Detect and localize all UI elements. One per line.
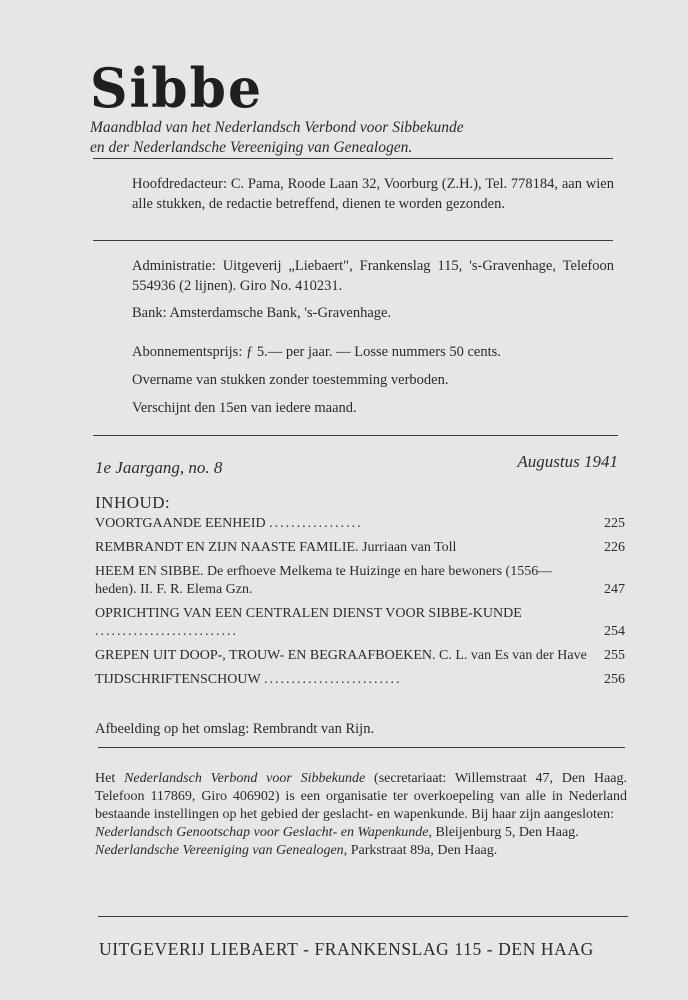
divider-2 bbox=[93, 240, 613, 241]
issue-volume: 1e Jaargang, no. 8 bbox=[95, 458, 223, 477]
toc-entry-author: Jurriaan van Toll bbox=[362, 540, 457, 555]
toc-page-number: 255 bbox=[604, 648, 625, 663]
bank-info: Bank: Amsterdamsche Bank, 's-Gravenhage. bbox=[132, 305, 392, 321]
toc-entry-title: HEEM EN SIBBE. De erfhoeve Melkema te Huizinge en hare bewoners (1556—heden). bbox=[95, 564, 553, 597]
publisher-line: UITGEVERIJ LIEBAERT - FRANKENSLAG 115 - DEN HAAG bbox=[99, 939, 594, 959]
subscription-price: Abonnementsprijs: ƒ 5.— per jaar. — Losse nummers 50 cents. bbox=[132, 344, 501, 360]
divider-3 bbox=[93, 435, 618, 436]
divider-5 bbox=[98, 916, 628, 917]
toc-entry-author: C. L. van Es van der Have bbox=[439, 648, 587, 663]
toc-entry bbox=[95, 647, 625, 665]
toc-entry-title: GREPEN UIT DOOP-, TROUW- EN BEGRAAFBOEKEN. bbox=[95, 648, 436, 663]
organisation-info: Het Nederlandsch Verbond voor Sibbekunde (secretariaat: Willemstraat 47, Den Haag. Telefoon 117869, Giro 406902) is een organisatie ter overkoepeling van alle in Nederland bestaande instellingen op het gebied der geslacht- en wapenkunde. Bij haar zijn aangesloten: Nederlandsch Genootschap voor Geslacht- en Wapenkunde, Bleijenburg 5, Den Haag. Nederlandsche Vereeniging van Genealogen, Parkstraat 89a, Den Haag. bbox=[95, 771, 628, 858]
toc-entry-title: VOORTGAANDE EENHEID bbox=[95, 516, 266, 531]
toc-page-number: 247 bbox=[604, 582, 625, 597]
member-organisation-2: Nederlandsche Vereeniging van Genealogen bbox=[95, 843, 344, 858]
divider-1 bbox=[93, 158, 613, 159]
editor-info: Hoofdredacteur: C. Pama, Roode Laan 32, Voorburg (Z.H.), Tel. 778184, aan wien alle stukken, de redactie betreffend, dienen te worden gezonden. bbox=[132, 176, 614, 212]
subtitle bbox=[90, 118, 630, 158]
toc-page-number: 225 bbox=[604, 516, 625, 531]
toc-entry-title: REMBRANDT EN ZIJN NAASTE FAMILIE. bbox=[95, 540, 359, 555]
toc-entry: OPRICHTING VAN EEN CENTRALEN DIENST VOOR SIBBE-KUNDE .......................... 254 bbox=[95, 606, 625, 639]
administration-info: Administratie: Uitgeverij „Liebaert", Frankenslag 115, 's-Gravenhage, Telefoon 554936 (2 lijnen). Giro No. 410231. bbox=[132, 258, 614, 294]
contents-heading: INHOUD: bbox=[95, 493, 171, 512]
toc-entry: TIJDSCHRIFTENSCHOUW ......................... 256 bbox=[95, 672, 625, 687]
copyright-notice: Overname van stukken zonder toestemming verboden. bbox=[132, 372, 449, 388]
toc-entry-title: TIJDSCHRIFTENSCHOUW bbox=[95, 672, 261, 687]
toc-page-number: 226 bbox=[604, 540, 625, 555]
organisation-name: Nederlandsch Verbond voor Sibbekunde bbox=[124, 771, 366, 786]
cover-image-note: Afbeelding op het omslag: Rembrandt van Rijn. bbox=[95, 721, 375, 737]
divider-4 bbox=[98, 747, 625, 748]
toc-page-number: 256 bbox=[604, 672, 625, 687]
member-organisation-1: Nederlandsch Genootschap voor Geslacht- en Wapenkunde bbox=[95, 825, 429, 840]
toc-entry: VOORTGAANDE EENHEID ................. 225 bbox=[95, 516, 625, 531]
masthead-title: Sibbe bbox=[90, 56, 264, 121]
issue-date: Augustus 1941 bbox=[517, 452, 618, 471]
subtitle-line-1: Maandblad van het Nederlandsch Verbond voor Sibbekunde bbox=[90, 119, 464, 136]
toc-entry bbox=[95, 563, 625, 599]
toc-page-number: 254 bbox=[604, 624, 625, 639]
subtitle-line-2: en der Nederlandsche Vereeniging van Genealogen. bbox=[90, 139, 413, 156]
toc-entry-title: OPRICHTING VAN EEN CENTRALEN DIENST VOOR SIBBE-KUNDE bbox=[95, 606, 522, 621]
toc-entry bbox=[95, 539, 625, 557]
toc-entry-author: II. F. R. Elema Gzn. bbox=[140, 582, 253, 597]
publication-frequency: Verschijnt den 15en van iedere maand. bbox=[132, 400, 357, 416]
table-of-contents bbox=[95, 515, 625, 695]
